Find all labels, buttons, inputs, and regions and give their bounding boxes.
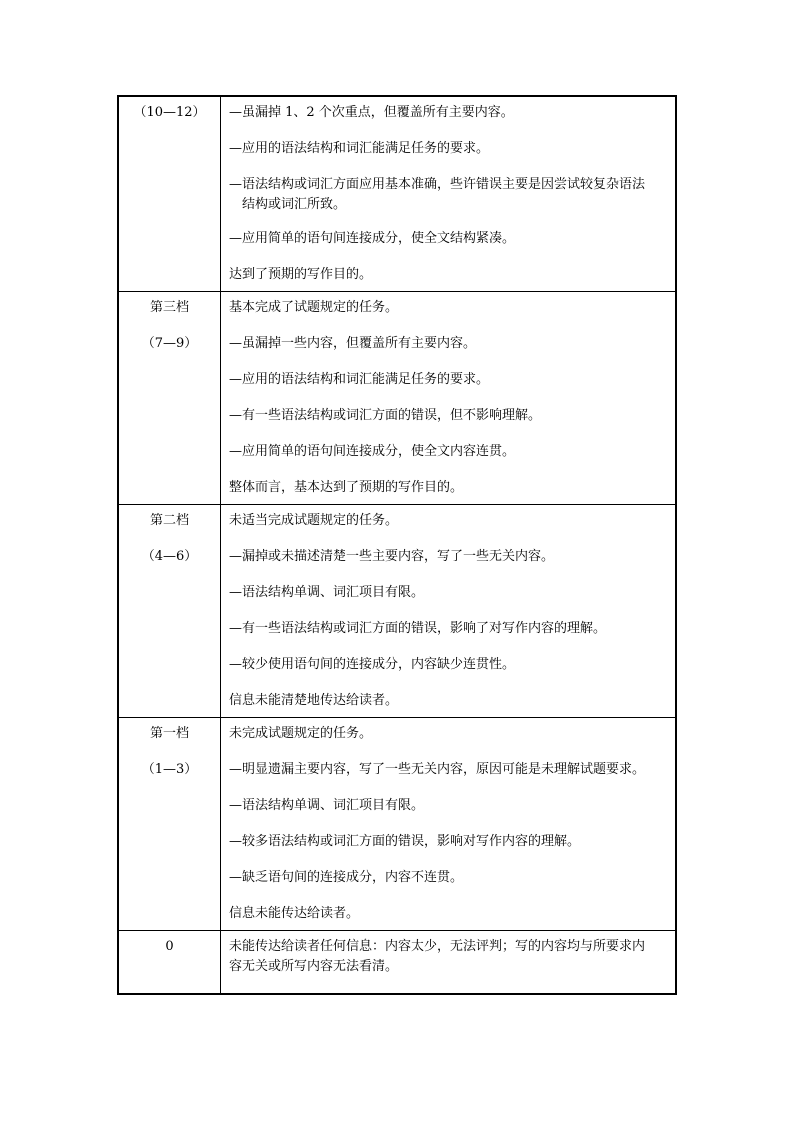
rubric-row-10-12 (118, 96, 676, 292)
criterion-line: —漏掉或未描述清楚一些主要内容，写了一些无关内容。 (229, 549, 555, 564)
criterion-line: —明显遗漏主要内容，写了一些无关内容，原因可能是未理解试题要求。 (229, 762, 646, 777)
level-score: （7—9） (141, 336, 198, 351)
criterion-line: 达到了预期的写作目的。 (229, 267, 373, 282)
level-score: （1—3） (141, 762, 198, 777)
criterion-line: 结构或词汇所致。 (242, 197, 347, 212)
description-cell (221, 931, 677, 995)
level-cell (118, 292, 221, 505)
criterion-line: 信息未能传达给读者。 (229, 906, 360, 921)
level-cell (118, 96, 221, 292)
level-name: 第二档 (149, 513, 189, 528)
criterion-line: —有一些语法结构或词汇方面的错误，但不影响理解。 (229, 408, 542, 423)
criterion-line: —较多语法结构或词汇方面的错误，影响对写作内容的理解。 (229, 834, 581, 849)
criterion-line: 未适当完成试题规定的任务。 (229, 513, 399, 528)
criterion-line: —应用简单的语句间连接成分，使全文结构紧凑。 (229, 231, 516, 246)
criterion-line: 整体而言，基本达到了预期的写作目的。 (229, 480, 464, 495)
description-cell (221, 718, 677, 931)
description-cell (221, 96, 677, 292)
criterion-line: —应用的语法结构和词汇能满足任务的要求。 (229, 141, 490, 156)
criterion-line: 未能传达给读者任何信息：内容太少，无法评判；写的内容均与所要求内 (229, 939, 646, 954)
rubric-row-level-3 (118, 292, 676, 505)
criterion-line: 信息未能清楚地传达给读者。 (229, 693, 399, 708)
criterion-line: —应用的语法结构和词汇能满足任务的要求。 (229, 372, 490, 387)
criterion-line: —应用简单的语句间连接成分，使全文内容连贯。 (229, 444, 516, 459)
criterion-line: 未完成试题规定的任务。 (229, 726, 373, 741)
rubric-row-level-2 (118, 505, 676, 718)
criterion-line: —虽漏掉一些内容，但覆盖所有主要内容。 (229, 336, 477, 351)
criterion-line: —虽漏掉 1、2 个次重点，但覆盖所有主要内容。 (229, 105, 514, 120)
level-score: （10—12） (133, 105, 206, 120)
criterion-line: —有一些语法结构或词汇方面的错误，影响了对写作内容的理解。 (229, 621, 607, 636)
description-cell (221, 505, 677, 718)
criterion-line: —较少使用语句间的连接成分，内容缺少连贯性。 (229, 657, 516, 672)
criterion-line: 容无关或所写内容无法看清。 (229, 959, 399, 974)
criterion-line: —缺乏语句间的连接成分，内容不连贯。 (229, 870, 464, 885)
criterion-line: 基本完成了试题规定的任务。 (229, 300, 399, 315)
level-cell (118, 931, 221, 995)
scoring-rubric-table (117, 95, 677, 995)
criterion-line: —语法结构单调、词汇项目有限。 (229, 585, 425, 600)
description-cell (221, 292, 677, 505)
level-name: 第三档 (149, 300, 189, 315)
level-cell (118, 718, 221, 931)
criterion-line: —语法结构或词汇方面应用基本准确，些许错误主要是因尝试较复杂语法 (229, 177, 646, 192)
level-name: 第一档 (149, 726, 189, 741)
rubric-row-level-1 (118, 718, 676, 931)
level-score: （4—6） (141, 549, 198, 564)
criterion-line: —语法结构单调、词汇项目有限。 (229, 798, 425, 813)
level-cell (118, 505, 221, 718)
rubric-row-level-0 (118, 931, 676, 995)
level-name: 0 (165, 939, 174, 954)
